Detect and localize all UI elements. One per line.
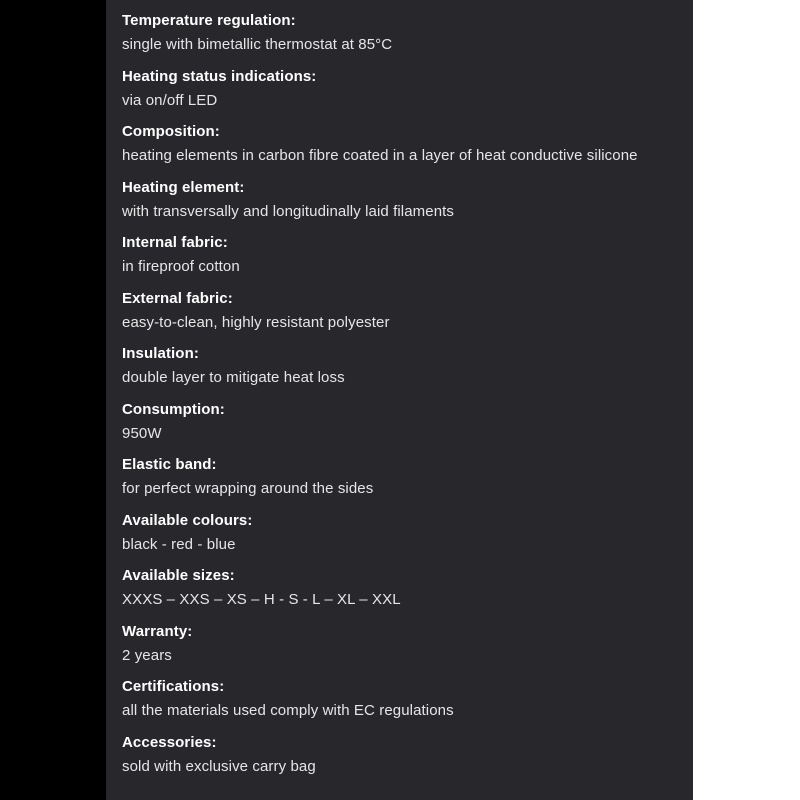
spec-section	[122, 398, 693, 446]
spec-label: Temperature regulation:	[122, 12, 296, 29]
spec-label: Accessories:	[122, 733, 217, 751]
spec-label: External fabric:	[122, 289, 233, 307]
spec-value: sold with exclusive carry bag	[122, 757, 316, 775]
spec-section	[122, 65, 693, 113]
spec-section	[122, 564, 693, 612]
spec-label: Heating element:	[122, 178, 245, 196]
spec-label: Warranty:	[122, 622, 193, 640]
spec-value: for perfect wrapping around the sides	[122, 480, 374, 497]
spec-value: heating elements in carbon fibre coated in a layer of heat conductive silicone	[122, 147, 638, 164]
right-white-gutter	[693, 0, 800, 800]
spec-value: in fireproof cotton	[122, 258, 240, 275]
spec-value: all the materials used comply with EC regulations	[122, 702, 454, 719]
spec-value: single with bimetallic thermostat at 85°C	[122, 36, 393, 53]
spec-section	[122, 287, 693, 335]
spec-value: black - red - blue	[122, 535, 236, 553]
spec-panel	[106, 0, 693, 800]
left-black-band	[0, 0, 106, 800]
spec-label: Available colours:	[122, 511, 253, 529]
spec-section	[122, 731, 693, 779]
spec-label: Insulation:	[122, 345, 199, 362]
spec-label: Heating status indications:	[122, 67, 317, 85]
spec-label: Consumption:	[122, 400, 225, 418]
spec-section	[122, 120, 693, 168]
spec-value: via on/off LED	[122, 91, 218, 109]
spec-list	[122, 9, 693, 779]
spec-value: easy-to-clean, highly resistant polyester	[122, 313, 390, 331]
spec-section	[122, 231, 693, 279]
spec-value: 950W	[122, 424, 162, 442]
spec-label: Internal fabric:	[122, 234, 228, 251]
spec-section	[122, 453, 693, 501]
spec-value: double layer to mitigate heat loss	[122, 369, 345, 386]
spec-section	[122, 509, 693, 557]
spec-label: Certifications:	[122, 678, 225, 695]
spec-section	[122, 9, 693, 57]
spec-label: Composition:	[122, 123, 220, 140]
spec-value: 2 years	[122, 646, 172, 664]
spec-value: with transversally and longitudinally laid filaments	[122, 202, 455, 220]
spec-label: Available sizes:	[122, 567, 235, 584]
spec-section	[122, 342, 693, 390]
spec-value: XXXS – XXS – XS – H - S - L – XL – XXL	[122, 591, 401, 608]
spec-section	[122, 675, 693, 723]
spec-section	[122, 176, 693, 224]
spec-label: Elastic band:	[122, 456, 217, 473]
spec-section	[122, 620, 693, 668]
